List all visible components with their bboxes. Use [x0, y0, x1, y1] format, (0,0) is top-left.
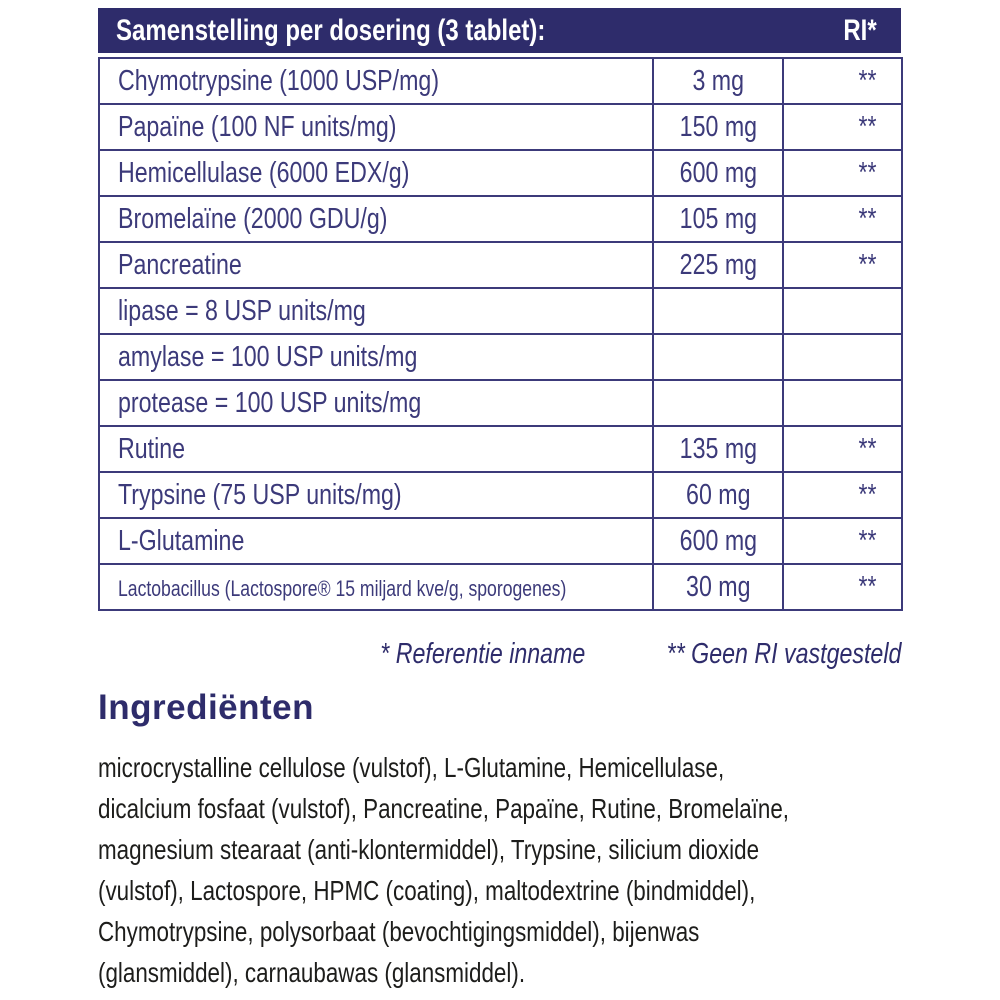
- ri-text: **: [858, 202, 877, 235]
- name-text: Trypsine (75 USP units/mg): [118, 478, 402, 511]
- ri-cell: [783, 426, 902, 472]
- amount-cell: [653, 472, 783, 518]
- amount-cell: [653, 196, 783, 242]
- name-cell: [99, 104, 653, 150]
- amount-text: 105 mg: [679, 202, 757, 235]
- ingredients-line-text: (vulstof), Lactospore, HPMC (coating), maltodextrine (bindmiddel),: [98, 875, 756, 906]
- ingredients-line-text: magnesium stearaat (anti-klontermiddel), Trypsine, silicium dioxide: [98, 834, 760, 865]
- amount-cell: [653, 334, 783, 380]
- ri-cell: [783, 564, 902, 610]
- name-text: L-Glutamine: [118, 524, 245, 557]
- ri-cell: [783, 334, 902, 380]
- name-text: Chymotrypsine (1000 USP/mg): [118, 64, 440, 97]
- table-row: [99, 472, 902, 518]
- amount-cell: [653, 242, 783, 288]
- ingredients-line-text: Chymotrypsine, polysorbaat (bevochtigingsmiddel), bijenwas: [98, 916, 700, 947]
- amount-text: 150 mg: [679, 110, 757, 143]
- ri-cell: [783, 472, 902, 518]
- table-row: [99, 518, 902, 564]
- table-row: [99, 288, 902, 334]
- table-row: [99, 334, 902, 380]
- name-cell: [99, 564, 653, 610]
- name-text: Pancreatine: [118, 248, 242, 281]
- ri-text: **: [858, 248, 877, 281]
- ri-text: **: [858, 524, 877, 557]
- name-cell: [99, 334, 653, 380]
- ri-text: **: [858, 110, 877, 143]
- amount-cell: [653, 288, 783, 334]
- name-text: Rutine: [118, 432, 186, 465]
- ri-text: **: [858, 570, 877, 603]
- amount-cell: [653, 380, 783, 426]
- ri-cell: [783, 288, 902, 334]
- ingredients-line: [98, 911, 901, 952]
- name-text: lipase = 8 USP units/mg: [118, 294, 366, 327]
- amount-text: 3 mg: [692, 64, 744, 97]
- name-cell: [99, 288, 653, 334]
- ingredients-line-text: (glansmiddel), carnaubawas (glansmiddel).: [98, 957, 526, 988]
- table-row: [99, 426, 902, 472]
- table-row: [99, 58, 902, 104]
- ri-cell: [783, 380, 902, 426]
- footnote-reference-intake: * Referentie inname: [380, 638, 586, 670]
- name-cell: [99, 472, 653, 518]
- amount-cell: [653, 150, 783, 196]
- table-row: [99, 564, 902, 610]
- table-row: [99, 196, 902, 242]
- name-text: Hemicellulase (6000 EDX/g): [118, 156, 410, 189]
- ri-column-label: RI*: [843, 13, 877, 47]
- ri-text: **: [858, 64, 877, 97]
- name-cell: [99, 196, 653, 242]
- name-cell: [99, 426, 653, 472]
- ri-cell: [783, 196, 902, 242]
- composition-table: [98, 57, 903, 611]
- composition-table-body: [99, 58, 902, 610]
- table-row: [99, 242, 902, 288]
- name-cell: [99, 58, 653, 104]
- ingredients-heading: Ingrediënten: [98, 688, 315, 727]
- ri-cell: [783, 58, 902, 104]
- amount-cell: [653, 564, 783, 610]
- amount-text: 30 mg: [685, 570, 751, 603]
- name-text: Bromelaïne (2000 GDU/g): [118, 202, 388, 235]
- ingredients-line: [98, 788, 901, 829]
- composition-table-header: [98, 8, 901, 53]
- ingredients-line: [98, 829, 901, 870]
- name-text: Papaïne (100 NF units/mg): [118, 110, 397, 143]
- name-cell: [99, 150, 653, 196]
- amount-text: 60 mg: [685, 478, 751, 511]
- amount-text: 600 mg: [679, 156, 757, 189]
- ingredients-line-text: dicalcium fosfaat (vulstof), Pancreatine, Papaïne, Rutine, Bromelaïne,: [98, 793, 790, 824]
- ingredients-line: [98, 870, 901, 911]
- ingredients-paragraph: [98, 747, 901, 993]
- name-text: amylase = 100 USP units/mg: [118, 340, 418, 373]
- amount-cell: [653, 518, 783, 564]
- name-cell: [99, 242, 653, 288]
- name-cell: [99, 518, 653, 564]
- name-cell: [99, 380, 653, 426]
- amount-cell: [653, 426, 783, 472]
- table-row: [99, 104, 902, 150]
- amount-cell: [653, 104, 783, 150]
- table-title: Samenstelling per dosering (3 tablet):: [116, 13, 546, 47]
- amount-text: 600 mg: [679, 524, 757, 557]
- amount-text: 135 mg: [679, 432, 757, 465]
- ri-text: **: [858, 432, 877, 465]
- ri-cell: [783, 518, 902, 564]
- ri-cell: [783, 150, 902, 196]
- ingredients-line: [98, 747, 901, 788]
- footnote-no-ri: ** Geen RI vastgesteld: [666, 638, 901, 670]
- ingredients-line: [98, 952, 901, 993]
- ingredients-line-text: microcrystalline cellulose (vulstof), L-Glutamine, Hemicellulase,: [98, 752, 725, 783]
- table-row: [99, 380, 902, 426]
- footnote: [98, 638, 901, 671]
- ri-cell: [783, 242, 902, 288]
- label-content: [98, 8, 901, 993]
- ri-text: **: [858, 156, 877, 189]
- ri-cell: [783, 104, 902, 150]
- name-text: protease = 100 USP units/mg: [118, 386, 422, 419]
- ri-text: **: [858, 478, 877, 511]
- name-text: Lactobacillus (Lactospore® 15 miljard kve/g, sporogenes): [118, 575, 567, 601]
- amount-text: 225 mg: [679, 248, 757, 281]
- amount-cell: [653, 58, 783, 104]
- table-row: [99, 150, 902, 196]
